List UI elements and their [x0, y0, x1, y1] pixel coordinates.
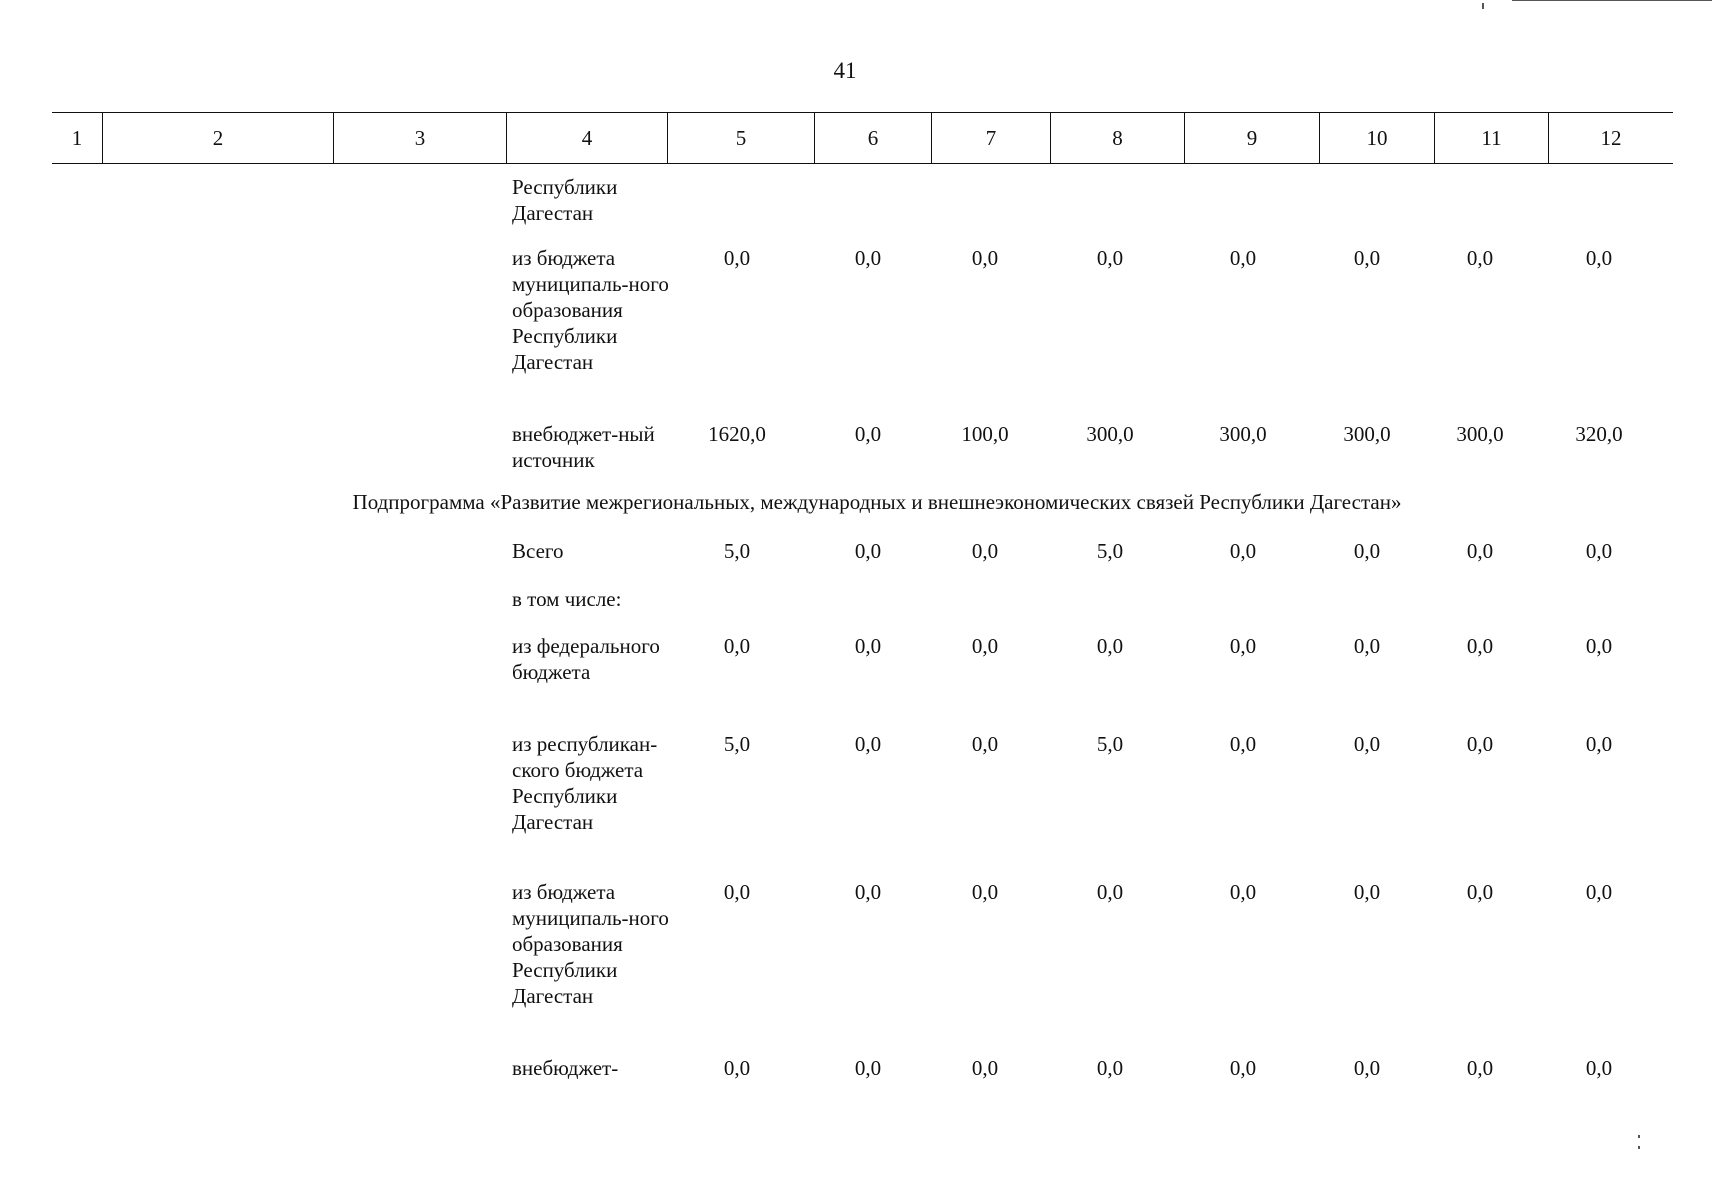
cell-col-9: 0,0 — [1229, 1056, 1257, 1080]
cell-col-6: 0,0 — [854, 634, 882, 658]
cell-col-5: 0,0 — [723, 1056, 751, 1080]
scan-speck — [1638, 1146, 1640, 1149]
cell-col-9: 0,0 — [1229, 246, 1257, 270]
cell-col-10: 0,0 — [1353, 880, 1381, 904]
cell-col-11: 0,0 — [1466, 880, 1494, 904]
cell-col-6: 0,0 — [854, 539, 882, 563]
cell-col-10: 0,0 — [1353, 1056, 1381, 1080]
cell-col-5: 0,0 — [723, 634, 751, 658]
row-label: Республики Дагестан — [512, 175, 618, 225]
column-header-7: 7 — [932, 113, 1051, 164]
cell-col-8: 0,0 — [1096, 634, 1124, 658]
subprogram-title: Подпрограмма «Развитие межрегиональных, международных и внешнеэкономических связей Республики Дагестан» — [352, 490, 1402, 514]
cell-col-9: 0,0 — [1229, 880, 1257, 904]
row-label: внебюджет-ный источник — [512, 422, 655, 472]
column-header-4: 4 — [507, 113, 668, 164]
cell-col-10: 300,0 — [1343, 422, 1391, 446]
cell-col-12: 0,0 — [1585, 634, 1613, 658]
column-header-1: 1 — [52, 113, 103, 164]
cell-col-7: 0,0 — [971, 880, 999, 904]
scan-edge-line — [1512, 0, 1712, 1]
row-label: из республикан-ского бюджета Республики Дагестан — [512, 732, 658, 834]
row-label: Всего — [512, 539, 564, 563]
row-label: из бюджета муниципаль-ного образования Республики Дагестан — [512, 880, 669, 1008]
cell-col-12: 0,0 — [1585, 539, 1613, 563]
row-label: внебюджет- — [512, 1056, 619, 1080]
cell-col-8: 0,0 — [1096, 880, 1124, 904]
cell-col-5: 5,0 — [723, 539, 751, 563]
column-header-row — [52, 113, 1673, 164]
cell-col-6: 0,0 — [854, 422, 882, 446]
cell-col-7: 0,0 — [971, 732, 999, 756]
column-header-6: 6 — [815, 113, 932, 164]
cell-col-10: 0,0 — [1353, 246, 1381, 270]
scan-speck — [1482, 3, 1484, 9]
cell-col-11: 0,0 — [1466, 246, 1494, 270]
cell-col-6: 0,0 — [854, 732, 882, 756]
cell-col-5: 0,0 — [723, 246, 751, 270]
cell-col-10: 0,0 — [1353, 539, 1381, 563]
column-header-2: 2 — [103, 113, 334, 164]
column-header-table — [52, 112, 1673, 164]
cell-col-8: 5,0 — [1096, 539, 1124, 563]
cell-col-9: 0,0 — [1229, 634, 1257, 658]
column-header-3: 3 — [334, 113, 507, 164]
cell-col-8: 5,0 — [1096, 732, 1124, 756]
cell-col-12: 0,0 — [1585, 246, 1613, 270]
cell-col-7: 0,0 — [971, 1056, 999, 1080]
cell-col-5: 1620,0 — [708, 422, 766, 446]
cell-col-12: 0,0 — [1585, 1056, 1613, 1080]
column-header-11: 11 — [1435, 113, 1549, 164]
cell-col-7: 0,0 — [971, 634, 999, 658]
column-header-9: 9 — [1185, 113, 1320, 164]
cell-col-11: 0,0 — [1466, 732, 1494, 756]
cell-col-8: 0,0 — [1096, 1056, 1124, 1080]
cell-col-6: 0,0 — [854, 1056, 882, 1080]
cell-col-8: 0,0 — [1096, 246, 1124, 270]
column-header-8: 8 — [1051, 113, 1185, 164]
column-header-12: 12 — [1549, 113, 1674, 164]
cell-col-11: 300,0 — [1456, 422, 1504, 446]
cell-col-7: 0,0 — [971, 246, 999, 270]
cell-col-10: 0,0 — [1353, 732, 1381, 756]
cell-col-10: 0,0 — [1353, 634, 1381, 658]
cell-col-8: 300,0 — [1086, 422, 1134, 446]
cell-col-9: 300,0 — [1219, 422, 1267, 446]
cell-col-6: 0,0 — [854, 246, 882, 270]
row-label: из бюджета муниципаль-ного образования Республики Дагестан — [512, 246, 669, 374]
cell-col-11: 0,0 — [1466, 634, 1494, 658]
cell-col-9: 0,0 — [1229, 732, 1257, 756]
cell-col-7: 0,0 — [971, 539, 999, 563]
row-label: в том числе: — [512, 587, 622, 611]
cell-col-7: 100,0 — [961, 422, 1009, 446]
cell-col-11: 0,0 — [1466, 1056, 1494, 1080]
row-label: из федерального бюджета — [512, 634, 660, 684]
column-header-10: 10 — [1320, 113, 1435, 164]
scan-speck — [1638, 1135, 1640, 1138]
cell-col-12: 0,0 — [1585, 732, 1613, 756]
cell-col-9: 0,0 — [1229, 539, 1257, 563]
cell-col-12: 320,0 — [1575, 422, 1623, 446]
cell-col-5: 0,0 — [723, 880, 751, 904]
cell-col-11: 0,0 — [1466, 539, 1494, 563]
cell-col-6: 0,0 — [854, 880, 882, 904]
cell-col-12: 0,0 — [1585, 880, 1613, 904]
column-header-5: 5 — [668, 113, 815, 164]
cell-col-5: 5,0 — [723, 732, 751, 756]
page-number: 41 — [833, 58, 857, 83]
